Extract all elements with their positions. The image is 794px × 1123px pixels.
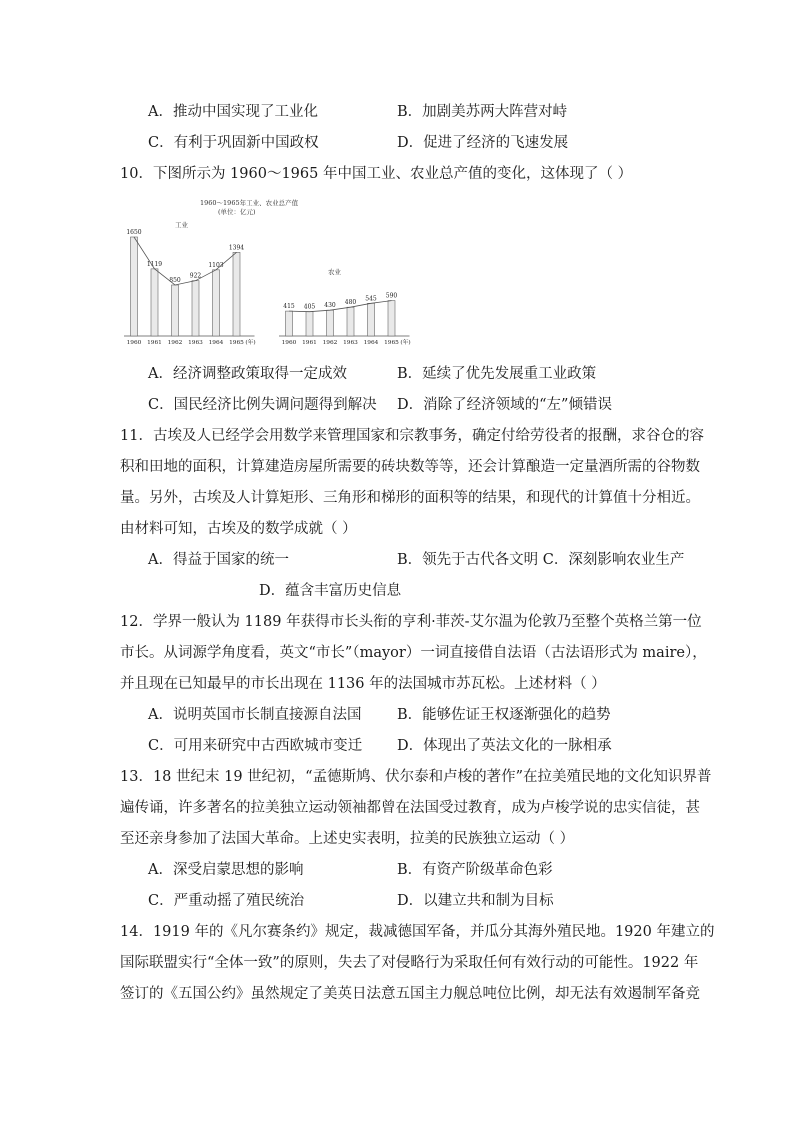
q9-option-b: B．加剧美苏两大阵营对峙 bbox=[397, 104, 568, 120]
q12-option-b: B．能够佐证王权逐渐强化的趋势 bbox=[397, 707, 611, 723]
bar-0-3 bbox=[192, 281, 199, 336]
q13-option-c: C．严重动摇了殖民统治 bbox=[148, 893, 305, 909]
q9-option-c: C．有利于巩固新中国政权 bbox=[148, 135, 319, 151]
bar-0-5 bbox=[233, 252, 240, 336]
q12-line-3: 并且现在已知最早的市长出现在 1136 年的法国城市苏瓦松。上述材料（ ） bbox=[120, 676, 606, 692]
tick-label-0-1: 1961 bbox=[147, 340, 162, 346]
bar-1-0 bbox=[286, 311, 293, 336]
value-label-1-2: 430 bbox=[324, 302, 336, 310]
q10-stem: 10．下图所示为 1960～1965 年中国工业、农业总产值的变化，这体现了（ ） bbox=[120, 166, 633, 182]
tick-label-0-5: 1965 bbox=[229, 340, 244, 346]
q9-option-a: A．推动中国实现了工业化 bbox=[148, 104, 318, 120]
q11-option-a: A．得益于国家的统一 bbox=[148, 552, 289, 568]
tick-label-0-3: 1963 bbox=[188, 340, 203, 346]
q10-option-d: D．消除了经济领域的“左”倾错误 bbox=[397, 397, 612, 413]
value-label-0-3: 922 bbox=[189, 272, 202, 280]
industry-agriculture-chart bbox=[120, 196, 420, 352]
bar-0-2 bbox=[172, 285, 179, 336]
q13-option-a: A．深受启蒙思想的影响 bbox=[148, 862, 304, 878]
q11-option-d: D．蕴含丰富历史信息 bbox=[259, 583, 402, 599]
q12-line-2: 市长。从词源学角度看，英文“市长”（mayor）一词直接借自法语（古法语形式为 maire）， bbox=[120, 645, 707, 661]
q11-option-bc: B．领先于古代各文明 C．深刻影响农业生产 bbox=[397, 552, 685, 568]
value-label-1-5: 590 bbox=[385, 292, 398, 300]
q13-line-2: 遍传诵，许多著名的拉美独立运动领袖都曾在法国受过教育，成为卢梭学说的忠实信徒，甚 bbox=[120, 800, 700, 816]
series-label-0: 工业 bbox=[175, 221, 188, 229]
bar-1-2 bbox=[327, 310, 334, 336]
value-label-0-4: 1103 bbox=[208, 261, 224, 269]
q12-line-1: 12．学界一般认为 1189 年获得市长头衔的亨利·菲茨-艾尔温为伦敦乃至整个英格兰第一位 bbox=[120, 614, 702, 630]
x-unit-label-0: (年) bbox=[245, 340, 256, 346]
q9-option-d: D．促进了经济的飞速发展 bbox=[397, 135, 569, 151]
q14-line-3: 签订的《五国公约》虽然规定了美英日法意五国主力舰总吨位比例，却无法有效遏制军备竞 bbox=[120, 986, 700, 1002]
q10-option-b: B．延续了优先发展重工业政策 bbox=[397, 366, 597, 382]
q11-line-1: 11．古埃及人已经学会用数学来管理国家和宗教事务，确定付给劳役者的报酬，求谷仓的容 bbox=[120, 428, 704, 444]
value-label-0-2: 850 bbox=[169, 277, 181, 284]
bar-0-4 bbox=[213, 270, 220, 336]
bar-1-1 bbox=[306, 312, 313, 336]
q11-line-3: 量。另外，古埃及人计算矩形、三角形和梯形的面积等的结果，和现代的计算值十分相近。 bbox=[120, 490, 700, 506]
bar-1-4 bbox=[368, 303, 375, 336]
value-label-1-3: 480 bbox=[344, 299, 357, 307]
q14-line-1: 14．1919 年的《凡尔赛条约》规定，裁减德国军备，并瓜分其海外殖民地。1920 年建立的 bbox=[120, 924, 715, 940]
bar-0-1 bbox=[151, 269, 158, 336]
q12-option-c: C．可用来研究中古西欧城市变迁 bbox=[148, 738, 363, 754]
tick-label-1-0: 1960 bbox=[281, 340, 297, 346]
tick-label-1-3: 1963 bbox=[343, 340, 358, 346]
x-unit-label-1: (年) bbox=[400, 340, 411, 346]
q12-option-d: D．体现出了英法文化的一脉相承 bbox=[397, 738, 612, 754]
q14-line-2: 国际联盟实行“全体一致”的原则，失去了对侵略行为采取任何有效行动的可能性。1922 年 bbox=[120, 955, 699, 971]
chart-title: 1960～1965年工业、农业总产值 bbox=[200, 199, 299, 207]
bar-1-3 bbox=[347, 307, 354, 336]
q13-option-b: B．有资产阶级革命色彩 bbox=[397, 862, 553, 878]
value-label-0-1: 1119 bbox=[146, 260, 163, 268]
value-label-1-1: 405 bbox=[303, 303, 316, 311]
tick-label-0-0: 1960 bbox=[126, 340, 142, 346]
q10-option-c: C．国民经济比例失调问题得到解决 bbox=[148, 397, 377, 413]
value-label-1-0: 415 bbox=[283, 303, 295, 311]
q13-line-3: 至还亲身参加了法国大革命。上述史实表明，拉美的民族独立运动（ ） bbox=[120, 831, 575, 847]
bar-0-0 bbox=[131, 237, 138, 336]
bar-1-5 bbox=[388, 301, 395, 336]
tick-label-0-4: 1964 bbox=[208, 340, 224, 346]
q13-line-1: 13．18 世纪末 19 世纪初，“孟德斯鸠、伏尔泰和卢梭的著作”在拉美殖民地的文化知识界普 bbox=[120, 769, 712, 785]
q11-line-2: 积和田地的面积，计算建造房屋所需要的砖块数等等，还会计算酿造一定量酒所需的谷物数 bbox=[120, 459, 700, 475]
value-label-0-5: 1394 bbox=[228, 244, 245, 252]
chart-subtitle: (单位：亿元) bbox=[218, 208, 256, 216]
tick-label-1-5: 1965 bbox=[384, 340, 399, 346]
value-label-1-4: 545 bbox=[365, 295, 377, 303]
tick-label-1-1: 1961 bbox=[302, 340, 317, 346]
tick-label-0-2: 1962 bbox=[167, 340, 183, 346]
tick-label-1-4: 1964 bbox=[363, 340, 379, 346]
q10-option-a: A．经济调整政策取得一定成效 bbox=[148, 366, 347, 382]
q12-option-a: A．说明英国市长制直接源自法国 bbox=[148, 707, 362, 723]
tick-label-1-2: 1962 bbox=[322, 340, 338, 346]
q11-line-4: 由材料可知，古埃及的数学成就（ ） bbox=[120, 521, 357, 537]
value-label-0-0: 1650 bbox=[126, 229, 142, 236]
series-label-1: 农业 bbox=[328, 268, 341, 276]
q13-option-d: D．以建立共和制为目标 bbox=[397, 893, 554, 909]
